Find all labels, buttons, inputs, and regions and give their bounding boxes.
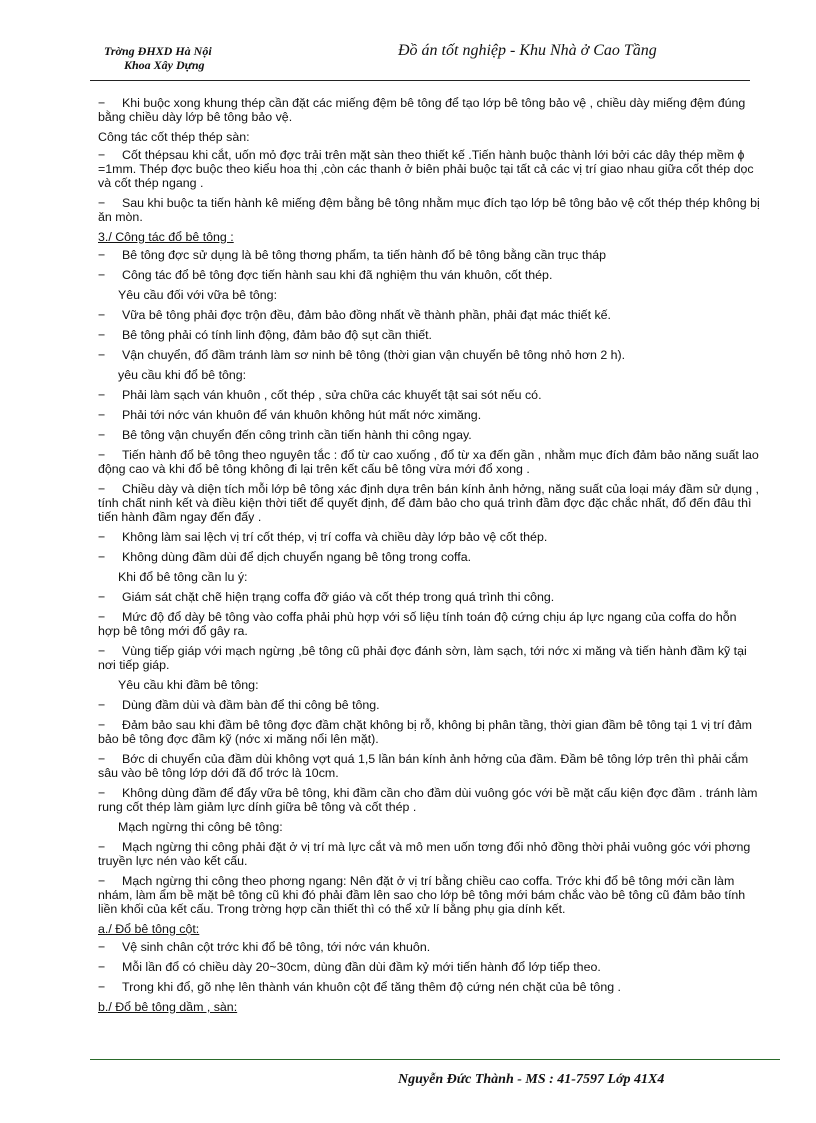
bullet-paragraph xyxy=(98,960,760,974)
paragraph-text: Bê tông đợc sử dụng là bê tông thơng phẩm, ta tiến hành đổ bê tông bằng cần trục tháp xyxy=(122,248,607,262)
bullet-paragraph xyxy=(98,196,760,224)
bullet-dash-icon: − xyxy=(98,718,106,732)
bullet-paragraph xyxy=(98,348,760,362)
bullet-dash-icon: − xyxy=(98,550,106,564)
bullet-dash-icon: − xyxy=(98,248,106,262)
section-heading: b./ Đổ bê tông dầm , sàn: xyxy=(98,1000,238,1014)
paragraph-text: Vệ sinh chân cột trớc khi đổ bê tông, tới nớc ván khuôn. xyxy=(122,940,431,954)
bullet-dash-icon: − xyxy=(98,268,106,282)
paragraph-text: Không dùng đầm dùi để dịch chuyển ngang bê tông trong coffa. xyxy=(122,550,472,564)
paragraph-text: Mức độ đổ dày bê tông vào coffa phải phù hợp với số liệu tính toán độ cứng chịu áp lực ngang của coffa do hỗn hợp bê tông mới đổ gây ra. xyxy=(98,610,737,638)
header-divider xyxy=(90,80,750,81)
bullet-paragraph xyxy=(98,268,760,282)
bullet-paragraph xyxy=(98,248,760,262)
bullet-paragraph xyxy=(98,482,760,524)
paragraph-text: Đảm bảo sau khi đầm bê tông đợc đầm chặt không bị rỗ, không bị phân tầng, thời gian đầm bê tông tại 1 vị trí đảm bảo bê tông đợc đầm kỹ (nớc xi măng nổi lên mặt). xyxy=(98,718,752,746)
bullet-dash-icon: − xyxy=(98,308,106,322)
bullet-paragraph xyxy=(98,428,760,442)
bullet-dash-icon: − xyxy=(98,388,106,402)
header-school xyxy=(104,44,212,72)
bullet-dash-icon: − xyxy=(98,448,106,462)
paragraph-text: Vùng tiếp giáp với mạch ngừng ,bê tông cũ phải đợc đánh sờn, làm sạch, tới nớc xi măng và tiến hành đầm kỹ tại nơi tiếp giáp. xyxy=(98,644,747,672)
bullet-dash-icon: − xyxy=(98,96,106,110)
bullet-dash-icon: − xyxy=(98,980,106,994)
paragraph-text: Chiều dày và diện tích mỗi lớp bê tông xác định dựa trên bán kính ảnh hởng, năng suất của loại máy đầm sử dụng , tính chất ninh kết và điều kiện thời tiết để quyết định, để đảm bảo cho quá trình đầm đợc đặc chắc nhất, đổ đến đâu thì tiến hành đầm ngay đến đấy . xyxy=(98,482,759,524)
section-heading: a./ Đổ bê tông cột: xyxy=(98,922,200,936)
paragraph-text: Mạch ngừng thi công phải đặt ở vị trí mà lực cắt và mô men uốn tơng đối nhỏ đồng thời phải vuông góc với phơng truyền lực nén vào kết cấu. xyxy=(98,840,751,868)
bullet-dash-icon: − xyxy=(98,196,106,210)
paragraph-text: Công tác đổ bê tông đợc tiến hành sau khi đã nghiệm thu ván khuôn, cốt thép. xyxy=(122,268,553,282)
footer-divider xyxy=(90,1059,780,1060)
paragraph-text: Không làm sai lệch vị trí cốt thép, vị trí coffa và chiều dày lớp bảo vệ cốt thép. xyxy=(122,530,548,544)
bullet-paragraph xyxy=(98,786,760,814)
bullet-paragraph xyxy=(98,308,760,322)
paragraph-text: Bớc di chuyển của đầm dùi không vợt quá 1,5 lần bán kính ảnh hởng của đầm. Đầm bê tông lớp trên thì phải cắm sâu vào bê tông lớp dới đã đổ trớc là 10cm. xyxy=(98,752,749,780)
bullet-dash-icon: − xyxy=(98,482,106,496)
paragraph-text: Cốt thépsau khi cắt, uốn mỏ đợc trải trên mặt sàn theo thiết kế .Tiến hành buộc thành lới bởi các dây thép mềm ϕ =1mm. Thép đợc buộc theo kiểu hoa thị ,còn các thanh ở biên phải buộc tại tất cả các vị trí giao nhau giữa cốt thép dọc và cốt thép ngang . xyxy=(98,148,754,190)
bullet-dash-icon: − xyxy=(98,148,106,162)
paragraph-text: Giám sát chặt chẽ hiện trạng coffa đỡ giáo và cốt thép trong quá trình thi công. xyxy=(122,590,555,604)
section-heading: Công tác cốt thép thép sàn: xyxy=(98,130,250,144)
bullet-paragraph xyxy=(98,752,760,780)
paragraph-text: Bê tông vận chuyển đến công trình cần tiến hành thi công ngay. xyxy=(122,428,472,442)
school-name: Trờng ĐHXD Hà Nội xyxy=(104,44,212,58)
bullet-paragraph xyxy=(98,940,760,954)
subheading: Khi đổ bê tông cần lu ý: xyxy=(118,570,248,584)
paragraph-text: Khi buộc xong khung thép cần đặt các miếng đệm bê tông để tạo lớp bê tông bảo vệ , chiều dày miếng đệm đúng bằng chiều dày lớp bê tông bảo vệ. xyxy=(98,96,746,124)
bullet-dash-icon: − xyxy=(98,644,106,658)
bullet-paragraph xyxy=(98,530,760,544)
paragraph-text: Dùng đầm dùi và đầm bàn để thi công bê tông. xyxy=(122,698,380,712)
bullet-paragraph xyxy=(98,408,760,422)
bullet-dash-icon: − xyxy=(98,874,106,888)
bullet-dash-icon: − xyxy=(98,428,106,442)
paragraph-text: Vận chuyển, đổ đầm tránh làm sơ ninh bê tông (thời gian vận chuyển bê tông nhỏ hơn 2 h). xyxy=(122,348,626,362)
bullet-dash-icon: − xyxy=(98,530,106,544)
paragraph-text: Phải làm sạch ván khuôn , cốt thép , sửa chữa các khuyết tật sai sót nếu có. xyxy=(122,388,542,402)
section-heading: 3./ Công tác đổ bê tông : xyxy=(98,230,234,244)
bullet-dash-icon: − xyxy=(98,940,106,954)
bullet-paragraph xyxy=(98,328,760,342)
faculty-name: Khoa Xây Dựng xyxy=(124,58,205,72)
subheading: Mạch ngừng thi công bê tông: xyxy=(118,820,283,834)
paragraph-text: Mạch ngừng thi công theo phơng ngang: Nên đặt ở vị trí bằng chiều cao coffa. Trớc khi đổ bê tông mới cần làm nhám, làm ẩm bề mặt bê tông cũ khi đó phải đầm lên sao cho lớp bê tông mới bám chắc vào bê tông cũ đảm bảo tính liền khối của kết cấu. Trong trờng hợp cần thiết thì có thể xử lí bằng phụ gia dính kết. xyxy=(98,874,746,916)
bullet-paragraph xyxy=(98,718,760,746)
paragraph-text: Bê tông phải có tính linh động, đảm bảo độ sụt cần thiết. xyxy=(122,328,432,342)
document-body xyxy=(98,96,760,1018)
bullet-dash-icon: − xyxy=(98,840,106,854)
paragraph-text: Phải tới nớc ván khuôn để ván khuôn không hút mất nớc ximăng. xyxy=(122,408,482,422)
bullet-paragraph xyxy=(98,840,760,868)
bullet-dash-icon: − xyxy=(98,610,106,624)
bullet-dash-icon: − xyxy=(98,328,106,342)
bullet-paragraph xyxy=(98,448,760,476)
bullet-dash-icon: − xyxy=(98,752,106,766)
paragraph-text: Tiến hành đổ bê tông theo nguyên tắc : đổ từ cao xuống , đổ từ xa đến gần , nhằm mục đích đảm bảo năng suất lao động cao và khi đổ bê tông không đi lại trên kết cấu bê tông vừa mới đổ xong . xyxy=(98,448,759,476)
bullet-paragraph xyxy=(98,980,760,994)
bullet-paragraph xyxy=(98,550,760,564)
bullet-paragraph xyxy=(98,148,760,190)
bullet-paragraph xyxy=(98,96,760,124)
subheading: Yêu cầu khi đầm bê tông: xyxy=(118,678,259,692)
subheading: Yêu cầu đối với vữa bê tông: xyxy=(118,288,278,302)
bullet-paragraph xyxy=(98,698,760,712)
bullet-paragraph xyxy=(98,644,760,672)
paragraph-text: Sau khi buộc ta tiến hành kê miếng đệm bằng bê tông nhằm mục đích tạo lớp bê tông bảo vệ cốt thép thép không bị ăn mòn. xyxy=(98,196,760,224)
footer-author: Nguyễn Đức Thành - MS : 41-7597 Lớp 41X4 xyxy=(398,1072,665,1087)
paragraph-text: Mỗi lần đổ có chiều dày 20~30cm, dùng đần dùi đầm kỷ mới tiến hành đổ lớp tiếp theo. xyxy=(122,960,601,974)
bullet-paragraph xyxy=(98,590,760,604)
paragraph-text: Vữa bê tông phải đợc trộn đều, đảm bảo đồng nhất về thành phần, phải đạt mác thiết kế. xyxy=(122,308,611,322)
bullet-paragraph xyxy=(98,388,760,402)
paragraph-text: Trong khi đổ, gõ nhẹ lên thành ván khuôn cột để tăng thêm độ cứng nén chặt của bê tông . xyxy=(122,980,621,994)
bullet-dash-icon: − xyxy=(98,408,106,422)
bullet-paragraph xyxy=(98,874,760,916)
paragraph-text: Không dùng đầm để đẩy vữa bê tông, khi đầm cần cho đầm dùi vuông góc với bề mặt cấu kiện đợc đầm . tránh làm rung cốt thép làm giảm lực dính giữa bê tông và cốt thép . xyxy=(98,786,758,814)
document-title: Đồ án tốt nghiệp - Khu Nhà ở Cao Tầng xyxy=(398,42,657,59)
bullet-dash-icon: − xyxy=(98,348,106,362)
bullet-paragraph xyxy=(98,610,760,638)
bullet-dash-icon: − xyxy=(98,698,106,712)
bullet-dash-icon: − xyxy=(98,786,106,800)
subheading: yêu cầu khi đổ bê tông: xyxy=(118,368,247,382)
bullet-dash-icon: − xyxy=(98,960,106,974)
bullet-dash-icon: − xyxy=(98,590,106,604)
